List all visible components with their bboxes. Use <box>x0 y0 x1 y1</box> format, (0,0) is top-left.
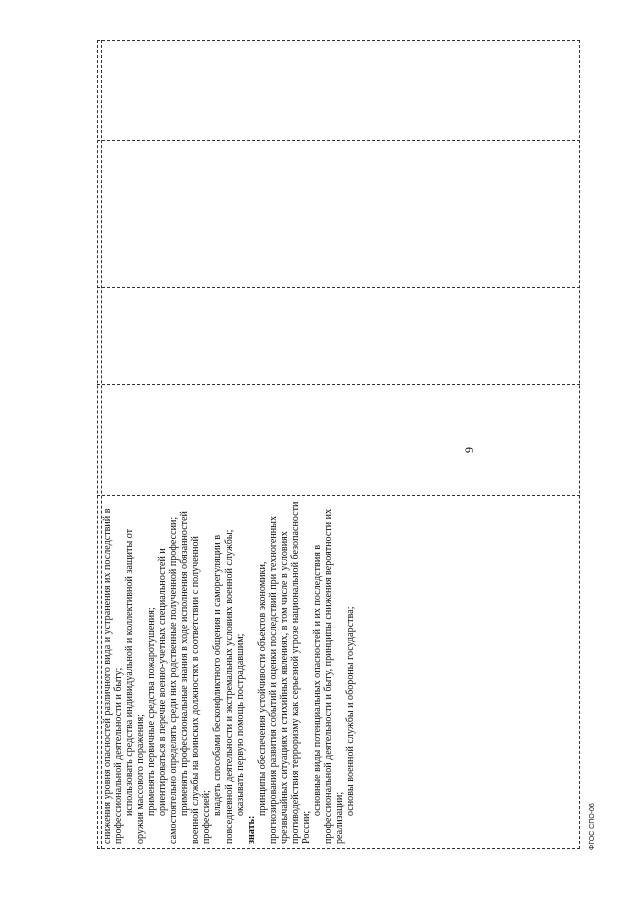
text-line: снижения уровня опасностей различного вида и устранения их последствий в профессиональной деятельности и быту; <box>102 508 125 844</box>
table-row-divider <box>97 140 580 141</box>
text-line: владеть способами бесконфликтного общения и саморегуляции в повседневной деятельности и экстремальных условиях военной службы; <box>212 529 235 844</box>
cell-text <box>101 496 578 848</box>
text-line: использовать средства индивидуальной и коллективной защиты от оружия массового поражения; <box>124 528 147 844</box>
text-line: оказывать первую помощь пострадавшим; <box>234 633 246 816</box>
table-row-divider <box>97 384 580 385</box>
section-heading: знать: <box>245 815 257 844</box>
text-line: принципы обеспечения устойчивости объектов экономики, прогнозирования развития событий и оценки последствий при техногенных чрезвычайных ситуациях и стихийных явлениях, в том числе в условиях противодействия терроризму как серьезной угрозе национальной безопасности России; <box>256 501 312 844</box>
table-cell-competencies <box>101 496 578 848</box>
text-line: ориентироваться в перечне военно-учетных специальностей и самостоятельно определять среди них родственные полученной профессии; <box>157 516 180 844</box>
table-row-divider <box>97 287 580 288</box>
text-line: применять профессиональные знания в ходе исполнения обязанностей военной службы на воинских должностях в соответствии с полученной профессией; <box>179 511 213 844</box>
footer-code: ФГОС СПО-06 <box>589 803 596 850</box>
text-line: основы военной службы и обороны государства; <box>345 606 357 816</box>
text-line: применять первичные средства пожаротушения; <box>146 607 158 816</box>
text-line: основные виды потенциальных опасностей и их последствия в профессиональной деятельности и быту, принципы снижения вероятности их реализации; <box>311 508 345 844</box>
page-number: 9 <box>462 447 476 453</box>
